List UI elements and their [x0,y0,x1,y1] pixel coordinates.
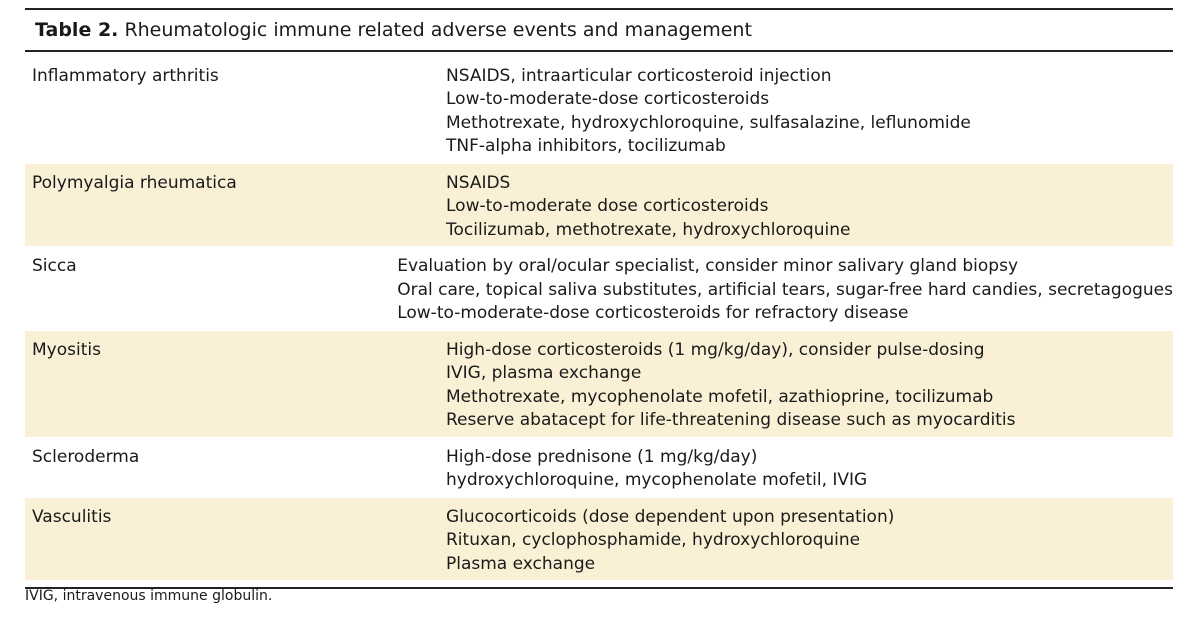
management-cell [446,446,1173,493]
condition-cell: Scleroderma [32,446,140,467]
management-line: Methotrexate, hydroxychloroquine, sulfasalazine, leflunomide [446,112,971,133]
table-row [25,438,1173,498]
management-cell [397,255,1173,326]
management-line: Evaluation by oral/ocular specialist, consider minor salivary gland biopsy [397,256,1019,276]
table-header-rule [25,50,1173,52]
management-line: Oral care, topical saliva substitutes, artificial tears, sugar-free hard candies, secretagogues [397,279,1173,300]
management-line: Tocilizumab, methotrexate, hydroxychloroquine [446,219,851,240]
management-line: High-dose prednisone (1 mg/kg/day) [446,446,758,467]
table-row [25,331,1173,438]
management-line: Rituxan, cyclophosphamide, hydroxychloroquine [446,530,861,550]
table-row [25,57,1173,164]
table-body [25,57,1173,582]
management-line: TNF-alpha inhibitors, tocilizumab [446,136,726,156]
management-cell [446,172,1173,243]
management-line: NSAIDS, intraarticular corticosteroid injection [446,65,832,86]
management-cell [446,506,1173,577]
management-line: hydroxychloroquine, mycophenolate mofetil, IVIG [446,470,868,490]
management-cell [446,339,1173,433]
table-caption-text: Rheumatologic immune related adverse events and management [124,19,752,41]
management-line: High-dose corticosteroids (1 mg/kg/day), consider pulse-dosing [446,339,985,360]
condition-cell: Vasculitis [32,506,112,527]
condition-cell: Myositis [32,339,101,360]
condition-cell: Sicca [32,256,77,276]
table-footnote: IVIG, intravenous immune globulin. [25,588,273,604]
management-line: Reserve abatacept for life-threatening disease such as myocarditis [446,410,1016,430]
management-line: Glucocorticoids (dose dependent upon presentation) [446,506,895,527]
table [25,8,1173,589]
management-cell [446,65,1173,159]
management-line: IVIG, plasma exchange [446,363,642,383]
condition-cell: Inflammatory arthritis [32,65,219,86]
management-line: Methotrexate, mycophenolate mofetil, azathioprine, tocilizumab [446,386,994,407]
management-line: Low-to-moderate-dose corticosteroids for refractory disease [397,303,909,323]
table-row [25,164,1173,248]
condition-cell: Polymyalgia rheumatica [32,172,237,193]
table-row [25,498,1173,582]
management-line: NSAIDS [446,172,511,193]
management-line: Low-to-moderate dose corticosteroids [446,196,769,216]
management-line: Low-to-moderate-dose corticosteroids [446,89,770,109]
table-caption [25,10,1173,50]
table-caption-label: Table 2. [35,19,119,41]
management-line: Plasma exchange [446,553,596,574]
table-row [25,247,1173,331]
